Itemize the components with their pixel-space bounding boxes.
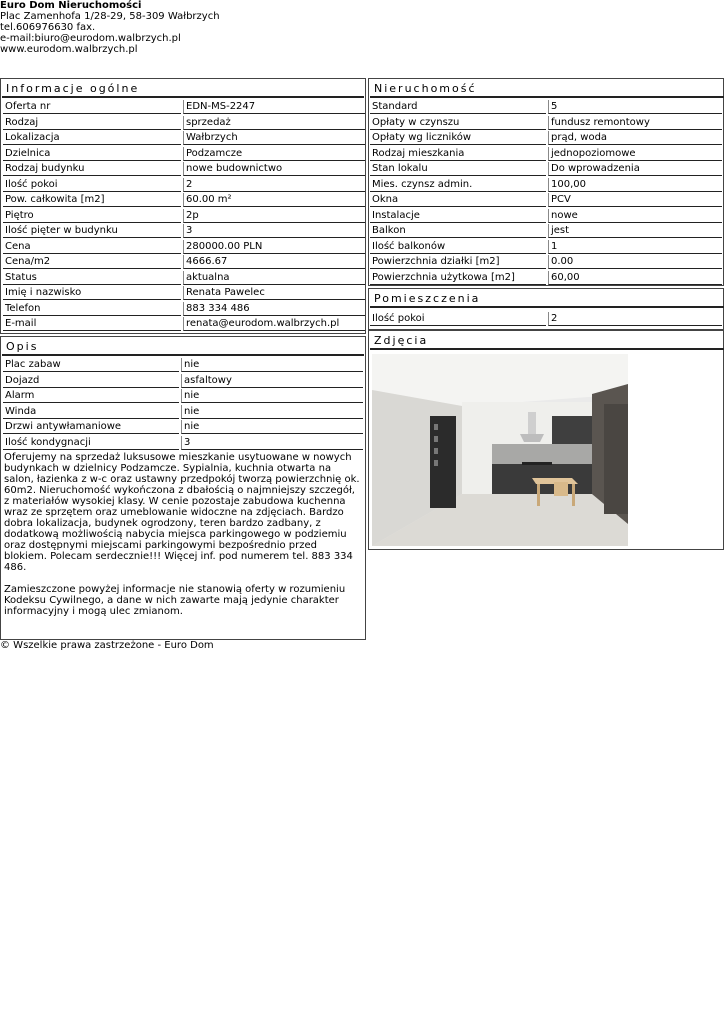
row-value: nie (181, 358, 363, 372)
table-row (3, 240, 365, 256)
row-value: EDN-MS-2247 (183, 100, 365, 114)
row-label: Drzwi antywłamaniowe (3, 420, 179, 434)
row-value: asfaltowy (181, 374, 363, 388)
row-label: Piętro (3, 209, 181, 223)
company-address: Plac Zamenhofa 1/28-29, 58-309 Wałbrzych (0, 11, 220, 22)
table-row (3, 374, 363, 390)
table-row (3, 100, 365, 116)
row-label: Telefon (3, 302, 181, 316)
row-value: 3 (181, 436, 363, 450)
table-row (3, 286, 365, 302)
row-label: Winda (3, 405, 179, 419)
table-row (3, 131, 365, 147)
disclaimer-paragraph: Zamieszczone powyżej informacje nie stanowią oferty w rozumieniu Kodeksu Cywilnego, a dane w nich zawarte mają jedynie charakter informacyjny i mogą ulec zmianom. (4, 584, 346, 617)
row-label: Ilość pokoi (3, 178, 181, 192)
row-label: Opłaty w czynszu (370, 116, 546, 130)
row-value: jest (548, 224, 722, 238)
row-label: E-mail (3, 317, 181, 331)
row-label: Rodzaj (3, 116, 181, 130)
row-label: Stan lokalu (370, 162, 546, 176)
row-label: Powierzchnia działki [m2] (370, 255, 546, 269)
table-row (370, 178, 722, 194)
table-row (3, 389, 363, 405)
company-phone: tel.606976630 fax. (0, 22, 96, 33)
row-label: Okna (370, 193, 546, 207)
row-label: Standard (370, 100, 546, 114)
general-info-title: Informacje ogólne (2, 80, 364, 98)
table-row (370, 209, 722, 225)
row-value: renata@eurodom.walbrzych.pl (183, 317, 365, 331)
company-website: www.eurodom.walbrzych.pl (0, 44, 138, 55)
row-value: nie (181, 405, 363, 419)
agency-header (0, 0, 220, 55)
row-label: Dzielnica (3, 147, 181, 161)
row-value: sprzedaż (183, 116, 365, 130)
table-row (3, 162, 365, 178)
row-value: 2p (183, 209, 365, 223)
row-label: Oferta nr (3, 100, 181, 114)
table-row (3, 271, 365, 287)
apartment-photo[interactable] (372, 354, 628, 546)
row-value: Do wprowadzenia (548, 162, 722, 176)
table-row (3, 358, 363, 374)
table-row (3, 147, 365, 163)
row-value: Renata Pawelec (183, 286, 365, 300)
property-title: Nieruchomość (370, 80, 724, 98)
row-label: Ilość pokoi (370, 312, 546, 326)
row-label: Ilość balkonów (370, 240, 546, 254)
photos-title: Zdjęcia (370, 332, 724, 350)
company-email: e-mail:biuro@eurodom.walbrzych.pl (0, 33, 181, 44)
row-value: 100,00 (548, 178, 722, 192)
row-label: Alarm (3, 389, 179, 403)
row-value: Podzamcze (183, 147, 365, 161)
row-label: Ilość pięter w budynku (3, 224, 181, 238)
table-row (3, 116, 365, 132)
row-value: fundusz remontowy (548, 116, 722, 130)
row-label: Mies. czynsz admin. (370, 178, 546, 192)
row-label: Ilość kondygnacji (3, 436, 179, 450)
row-value: 280000.00 PLN (183, 240, 365, 254)
table-row (3, 302, 365, 318)
row-label: Lokalizacja (3, 131, 181, 145)
table-row (3, 209, 365, 225)
table-row (3, 317, 365, 333)
table-row (3, 420, 363, 436)
rooms-title: Pomieszczenia (370, 290, 724, 308)
row-label: Rodzaj budynku (3, 162, 181, 176)
table-row (3, 193, 365, 209)
company-name: Euro Dom Nieruchomości (0, 0, 142, 11)
table-row (370, 147, 722, 163)
row-value: 0.00 (548, 255, 722, 269)
row-label: Instalacje (370, 209, 546, 223)
row-label: Status (3, 271, 181, 285)
row-value: 60.00 m² (183, 193, 365, 207)
row-value: aktualna (183, 271, 365, 285)
row-value: 4666.67 (183, 255, 365, 269)
description-title: Opis (2, 338, 364, 356)
table-row (370, 100, 722, 116)
table-row (370, 255, 722, 271)
row-value: 883 334 486 (183, 302, 365, 316)
row-value: 60,00 (548, 271, 722, 285)
table-row (370, 240, 722, 256)
kitchen-photo-illustration (372, 354, 628, 546)
row-label: Balkon (370, 224, 546, 238)
row-value: nowe (548, 209, 722, 223)
table-row (3, 255, 365, 271)
table-row (370, 271, 722, 287)
row-value: jednopoziomowe (548, 147, 722, 161)
table-row (370, 224, 722, 240)
row-label: Imię i nazwisko (3, 286, 181, 300)
row-label: Cena (3, 240, 181, 254)
row-value: PCV (548, 193, 722, 207)
row-value: 2 (183, 178, 365, 192)
row-value: 5 (548, 100, 722, 114)
row-value: nowe budownictwo (183, 162, 365, 176)
row-label: Dojazd (3, 374, 179, 388)
row-value: Wałbrzych (183, 131, 365, 145)
row-label: Opłaty wg liczników (370, 131, 546, 145)
table-row (3, 224, 365, 240)
row-label: Powierzchnia użytkowa [m2] (370, 271, 546, 285)
table-row (3, 178, 365, 194)
table-row (370, 131, 722, 147)
row-label: Cena/m2 (3, 255, 181, 269)
description-paragraph: Oferujemy na sprzedaż luksusowe mieszkanie usytuowane w nowych budynkach w dzielnicy Podzamcze. Sypialnia, kuchnia otwarta na salon, łazienka z w-c oraz ustawny przedpokój tworzą powierzchnię ok. 60m2. Nieruchomość wykończona z dbałością o najmniejszy szczegół, z materiałów wysokiej klasy. W cenie pozostaje zabudowa kuchenna wraz ze sprzętem oraz umeblowanie widoczne na zdjęciach. Bardzo dobra lokalizacja, budynek ogrodzony, teren bardzo zadbany, z dodatkową możliwością nabycia miejsca parkingowego w podziemiu oraz dostępnymi miejscami parkingowymi bezpośrednio przed blokiem. Polecam serdecznie!!! Więcej inf. pod numerem tel. 883 334 486. (4, 452, 360, 573)
row-label: Rodzaj mieszkania (370, 147, 546, 161)
table-row (370, 162, 722, 178)
row-label: Pow. całkowita [m2] (3, 193, 181, 207)
table-row (370, 312, 722, 328)
row-value: nie (181, 389, 363, 403)
table-row (370, 116, 722, 132)
row-value: nie (181, 420, 363, 434)
description-text (4, 452, 362, 628)
row-label: Plac zabaw (3, 358, 179, 372)
row-value: 1 (548, 240, 722, 254)
copyright-footer: © Wszelkie prawa zastrzeżone - Euro Dom (0, 640, 214, 651)
row-value: 2 (548, 312, 722, 326)
row-value: 3 (183, 224, 365, 238)
row-value: prąd, woda (548, 131, 722, 145)
table-row (370, 193, 722, 209)
table-row (3, 405, 363, 421)
table-row (3, 436, 363, 452)
